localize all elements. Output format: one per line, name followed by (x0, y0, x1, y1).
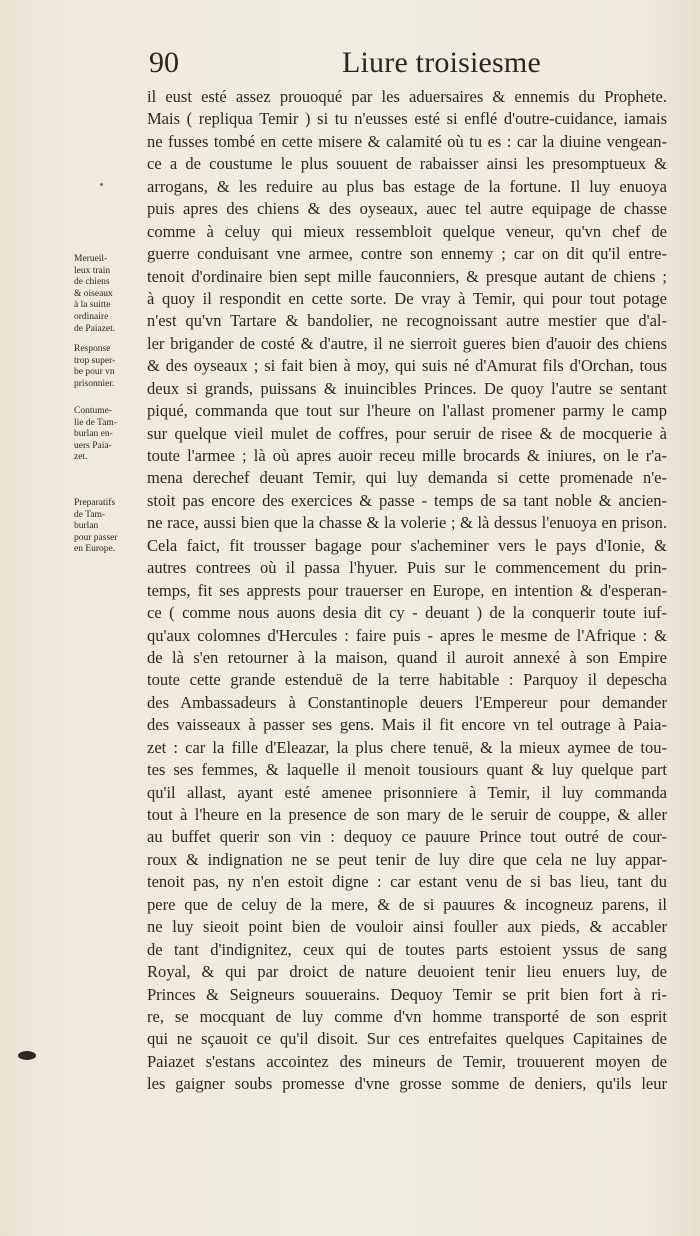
text-line: zet : car la fille d'Eleazar, la plus chere tenuë, & la mieux aymee de tou- (147, 737, 667, 757)
text-line: de là s'en retourner à la maison, quand il auroit annexé à son Empire (147, 647, 667, 667)
note-line: trop super- (74, 355, 116, 366)
note-line: de Paiazet. (74, 323, 116, 334)
text-line: qui ne sçauoit ce qu'il disoit. Sur ces entrefaites quelques Capitaines de (147, 1029, 667, 1049)
text-line: qu'aux colomnes d'Hercules : faire puis - apres le mesme de l'Afrique : & (147, 625, 667, 645)
page-number: 90 (149, 46, 179, 79)
text-line: & des oyseaux ; si fait bien à moy, qui suis né d'Amurat fils d'Orchan, tous (147, 356, 667, 376)
page-header (146, 46, 666, 86)
body-text (147, 86, 667, 1096)
text-line: ne fusses tombé en cette misere & calamité où tu es : car la diuine vengean- (147, 131, 667, 151)
text-line: de tant d'indignitez, ceux qui de toutes parts estoient yssus de sang (147, 939, 667, 959)
note-line: Merueil- (74, 254, 108, 264)
note-line: ordinaire (74, 311, 109, 322)
note-line: burlan (74, 521, 99, 532)
running-head: Liure troisiesme (342, 46, 541, 79)
text-line: piqué, commanda que tout sur l'heure on l'allast promener parmy le camp (147, 401, 667, 421)
text-line: ne race, aussi bien que la chasse & la volerie ; & là dessus l'enuoya en prison. (147, 513, 667, 533)
margin-note-preparations (74, 498, 146, 556)
text-line: stoit pas encore des exercices & passe - temps de sa tant noble & ancien- (147, 490, 667, 510)
text-line: tenoit d'ordinaire bien sept mille fauconniers, & presque autant de chiens ; (147, 266, 667, 286)
text-line: sur quelque vieil mulet de coffres, pour seruir de risee & de mocquerie à (147, 423, 667, 443)
ink-blot (18, 1051, 36, 1060)
text-line: ne luy sieoit point bien de vouloir ainsi fouller aux pieds, & accabler (147, 917, 667, 937)
text-line: n'est qu'vn Tartare & bandolier, ne recognoissant autre mestier que d'al- (147, 311, 667, 331)
note-line: prisonnier. (74, 378, 115, 389)
note-line: zet. (74, 452, 88, 463)
text-line: des vaisseaux à passer ses gens. Mais il fit encore vn tel outrage à Paia- (147, 715, 667, 735)
text-line: Princes & Seigneurs souuerains. Dequoy Temir se prit bien fort à ri- (147, 984, 667, 1004)
text-line: les gaigner soubs promesse d'vne grosse somme de deniers, qu'ils leur (147, 1074, 667, 1094)
text-line: il eust esté assez prouoqué par les aduersaires & ennemis du Prophete. (147, 87, 667, 106)
text-line: ler brigander de costé & d'autre, il ne sierroit gueres bien d'auoir des chiens (147, 333, 667, 353)
text-line: temps, fit ses apprests pour trauerser en Europe, en intention & d'esperan- (147, 580, 667, 600)
text-line: roux & indignation ne se peut tenir de luy dire que cela ne luy appar- (147, 849, 667, 869)
margin-note-response (74, 344, 146, 390)
note-line: burlan en- (74, 429, 113, 440)
text-line: puis apres des chiens & des oyseaux, auec tel autre equipage de chasse (147, 199, 667, 219)
note-line: pour passer (74, 532, 118, 543)
paper-smudge (100, 183, 103, 186)
note-line: Contume- (74, 406, 112, 416)
text-line: tout à l'heure en la presence de son mary de le seruir de couppe, & aller (147, 805, 667, 824)
text-line: re, se mocquant de luy comme d'vn homme transporté de son esprit (147, 1006, 667, 1026)
text-line: pere que de celuy de la mere, & de si pauures & incogneuz parens, il (147, 894, 667, 914)
text-line: comme à celuy qui mieux ressembloit quelque veneur, qu'vn chef de (147, 221, 667, 241)
note-line: leux train (74, 265, 111, 276)
text-line: guerre conduisant vne armee, contre son ennemy ; car on dit qu'il entre- (147, 244, 667, 264)
text-line: ce a de coustume le plus souuent de rabaisser ainsi les presomptueux & (147, 154, 667, 174)
text-line: toute l'armee ; là où apres auoir receu mille brocards & iniures, on le r'a- (147, 446, 667, 465)
text-line: toute cette grande estenduë de la terre habitable : Parquoy il depescha (147, 670, 667, 690)
margin-note-hunting-train (74, 254, 146, 335)
text-line: au buffet querir son vin : dequoy ce pauure Prince tout outré de cour- (147, 827, 667, 847)
note-line: uers Paia- (74, 440, 112, 451)
note-line: lie de Tam- (74, 417, 117, 428)
note-line: à la suitte (74, 300, 111, 311)
text-line: Royal, & qui par droict de nature deuoient tenir lieu enuers luy, de (147, 962, 667, 982)
note-line: & oiseaux (74, 288, 113, 299)
text-line: tenoit pas, ny n'en estoit digne : car estant venu de si bas lieu, tant du (147, 872, 667, 892)
note-line: Preparatifs (74, 498, 116, 508)
note-line: Response (74, 344, 111, 354)
text-line: tes ses femmes, & laquelle il menoit tousiours quant & luy quelque part (147, 760, 667, 780)
note-line: be pour vn (74, 367, 115, 378)
text-line: ce ( comme nous auons desia dit cy - deuant ) de la conquerir toute iuf- (147, 603, 667, 623)
note-line: de chiens (74, 277, 110, 288)
text-line: autres contrees où il passa l'hyuer. Puis sur le commencement du prin- (147, 558, 667, 578)
text-line: arrogans, & les reduire au plus bas estage de la fortune. Il luy enuoya (147, 176, 667, 196)
text-line: Cela faict, fit trousser bagage pour s'acheminer vers le pays d'Ionie, & (147, 535, 667, 555)
text-line: Paiazet s'estans accointez des mineurs de Temir, trouuerent moyen de (147, 1051, 667, 1071)
note-line: en Europe. (74, 544, 116, 555)
text-line: qu'il allast, ayant esté amenee prisonniere à Temir, il luy commanda (147, 782, 667, 802)
margin-note-contumely (74, 406, 146, 464)
text-line: des Ambassadeurs à Constantinople deuers l'Empereur pour demander (147, 692, 667, 712)
note-line: de Tam- (74, 509, 106, 520)
text-line: mena derechef deuant Temir, qui luy demanda si cette promenade n'e- (147, 468, 667, 488)
text-line: Mais ( repliqua Temir ) si tu n'eusses esté si enflé d'outre-cuidance, iamais (147, 109, 667, 129)
text-line: à quoy il respondit en cette sorte. De vray à Temir, qui pour tout potage (147, 288, 667, 308)
text-line: deux si grands, puissans & inuincibles Princes. De quoy l'autre se sentant (147, 378, 667, 398)
